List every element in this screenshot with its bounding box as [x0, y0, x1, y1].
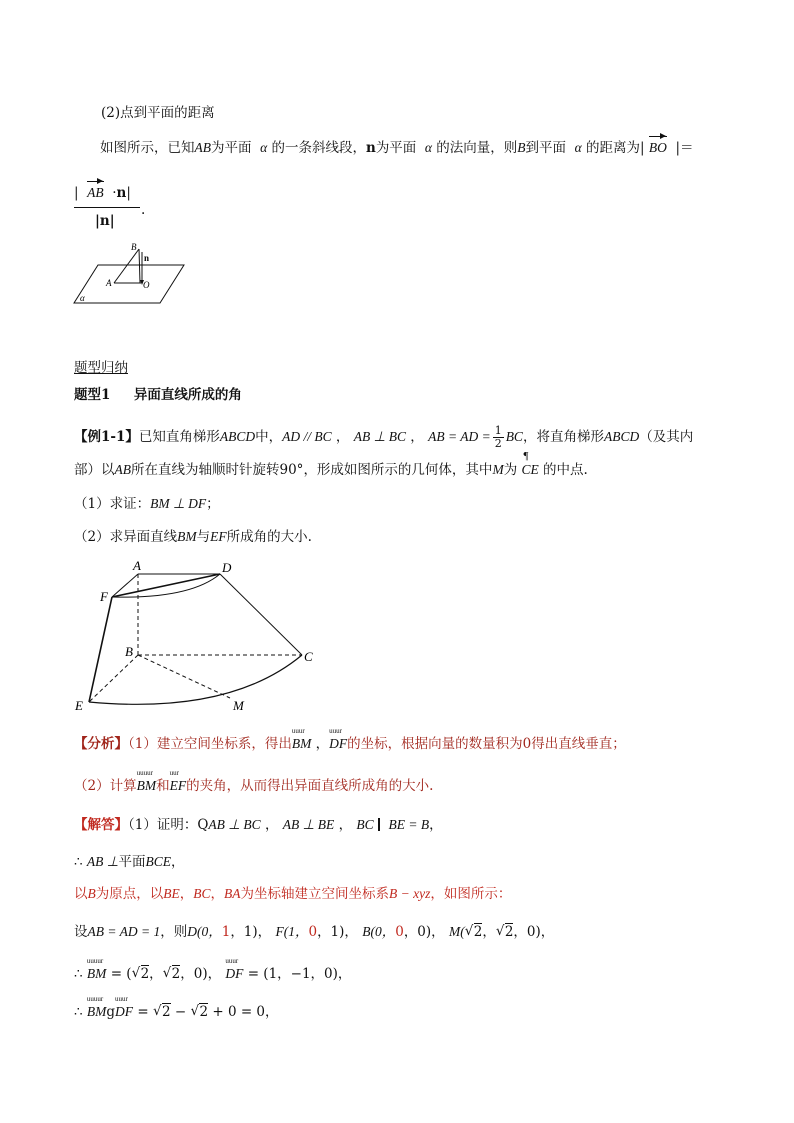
text: 如图所示，已知: [100, 140, 195, 156]
summary-title-text: 题型归纳: [74, 360, 128, 376]
numerator: 1: [494, 424, 502, 437]
math: BE = B: [388, 817, 430, 832]
label-B: B: [131, 242, 137, 252]
text: 为平面: [375, 140, 417, 156]
math: BM: [177, 529, 197, 544]
text: ，: [482, 924, 496, 940]
text: 已知直角梯形: [138, 429, 220, 445]
text: 的夹角，从而得出异面直线所成角的大小.: [186, 778, 434, 794]
text: ，则: [160, 924, 188, 940]
math: = (: [110, 966, 132, 982]
vector-DF: uuur DF: [329, 727, 348, 751]
vector-DF: uuur DF: [225, 957, 244, 981]
math: −: [174, 1004, 187, 1020]
math: ，0)，: [403, 924, 445, 940]
math: ABCD: [219, 429, 256, 444]
edge-FE: [89, 597, 112, 702]
text: 的中点.: [543, 462, 588, 478]
vector-BM: uuur BM: [291, 727, 312, 751]
solution-line-1: 【解答】（1）证明：QAB ⊥ BC ， AB ⊥ BE ， BC BE = B，: [74, 817, 443, 833]
text: （1）建立空间坐标系，得出: [128, 736, 292, 752]
vec-label: BM: [291, 736, 312, 751]
label-A: A: [133, 558, 141, 573]
math: AB ⊥ BC: [208, 817, 261, 832]
sqrt: [496, 923, 514, 941]
text: ，形成如图所示的几何体，其中: [303, 462, 493, 478]
edge-BM-hidden: [138, 655, 230, 698]
example-line-1: 【例1-1】已知直角梯形ABCD中，AD // BC ， AB ⊥ BC ， AB = AD = $\frac{1}{2}$ BC，将直角梯形ABCD（及其内: [74, 424, 694, 450]
label-alpha: α: [80, 293, 85, 303]
sqrt: [163, 965, 181, 983]
label-A: A: [106, 278, 112, 288]
math: B: [87, 886, 96, 901]
vector-BO: BO: [648, 140, 667, 155]
solution-line-6: [74, 995, 279, 1021]
period: .: [141, 202, 146, 218]
radicand: 2: [171, 966, 181, 982]
math: BE: [163, 886, 180, 901]
example-line-2: [74, 450, 588, 479]
type-label: 题型1: [74, 387, 111, 403]
analysis-line-1: [74, 727, 626, 753]
plane-alpha: [74, 265, 184, 303]
dot: ·: [112, 185, 117, 201]
question-2: [74, 528, 312, 546]
text: |＝: [675, 140, 694, 156]
section-heading: [101, 104, 215, 122]
solution-line-4: [74, 923, 554, 941]
math: B(0，: [362, 924, 396, 939]
text: ，: [179, 886, 194, 902]
math: BCE: [145, 854, 172, 869]
text: 的法向量，则: [436, 140, 518, 156]
text: 为: [503, 462, 518, 478]
text: ∴: [74, 854, 83, 870]
sqrt: [190, 1003, 208, 1021]
abs-bar: |: [74, 185, 79, 201]
text: 中，: [255, 429, 283, 445]
text: （2）计算: [74, 778, 137, 794]
vec-label: BM: [86, 966, 107, 981]
vec-label: BM: [136, 778, 157, 793]
distance-formula-numerator: [74, 184, 131, 202]
radicand: 2: [504, 924, 514, 940]
analysis-line-2: [74, 769, 434, 795]
norm-n: |n|: [95, 213, 115, 229]
text: 平面: [118, 854, 146, 870]
text: ，: [149, 966, 163, 982]
distance-formula-denominator: [95, 212, 115, 230]
vec-label: DF: [329, 736, 348, 751]
plane-figure: [70, 240, 190, 306]
text: 的一条斜线段，: [271, 140, 366, 156]
math: BC: [356, 817, 374, 832]
text: 所成角的大小.: [226, 529, 312, 545]
text: （及其内: [639, 429, 694, 445]
math: BC: [193, 886, 211, 901]
math-n: n: [365, 140, 376, 156]
type-title: 异面直线所成的角: [133, 387, 242, 403]
solution-tag: 【解答】: [74, 817, 128, 833]
math: EF: [210, 529, 227, 544]
math: AD // BC: [282, 429, 332, 444]
vector-AB: AB: [87, 185, 104, 200]
math: ，1)，: [317, 924, 358, 940]
vec-label: DF: [115, 1004, 134, 1019]
label-M: M: [233, 698, 244, 713]
text: ，: [315, 736, 330, 752]
arc-EC: [89, 655, 302, 704]
text: ，: [429, 817, 443, 833]
edge-BE-hidden: [89, 655, 138, 702]
radicand: 2: [140, 966, 150, 982]
summary-title: [74, 359, 128, 377]
label-F: F: [100, 589, 108, 604]
segment-BO: [139, 249, 140, 283]
math: 1: [221, 924, 231, 940]
radicand: 2: [473, 924, 483, 940]
math: D(0，: [187, 924, 222, 939]
text: 设: [74, 924, 88, 940]
math: AB: [114, 462, 131, 477]
math: 90°: [279, 462, 304, 478]
text: 为坐标轴建立空间坐标系: [240, 886, 390, 902]
text: 到平面: [525, 140, 567, 156]
text: 为原点，以: [95, 886, 164, 902]
edge-DC: [220, 574, 302, 655]
math-B: B: [517, 140, 526, 155]
vector-DF: uuur DF: [115, 995, 134, 1019]
solution-line-3: [74, 885, 511, 903]
text: 部）以: [74, 462, 115, 478]
fraction-bar: [74, 207, 140, 208]
label-E: E: [75, 698, 83, 713]
sqrt: [465, 923, 483, 941]
label-D: D: [222, 560, 232, 575]
math: BC: [505, 429, 523, 444]
abs-bar: |: [126, 185, 131, 201]
fraction-half: [493, 425, 504, 450]
label-C: C: [304, 649, 313, 664]
text: （2）求异面直线: [74, 529, 178, 545]
label-n: n: [144, 253, 150, 263]
math: + 0 = 0，: [212, 1004, 279, 1020]
text: ；: [206, 496, 220, 512]
text: ，将直角梯形: [522, 429, 604, 445]
intersect-symbol: [378, 818, 380, 831]
math: AB ⊥ BC: [353, 429, 406, 444]
analysis-tag: 【分析】: [74, 736, 128, 752]
math: B − xyz: [389, 886, 431, 901]
vector-EF: uur EF: [169, 769, 187, 793]
text: 得出直线垂直；: [531, 736, 626, 752]
heading-text: (2)点到平面的距离: [101, 105, 215, 121]
text: 的坐标，根据向量的数量积为: [347, 736, 523, 752]
vec-label: BM: [86, 1004, 107, 1019]
math: ，0)，: [513, 924, 555, 940]
math: = (1，−1，0)，: [247, 966, 352, 982]
math: ABCD: [603, 429, 640, 444]
vector-BM: uuuur BM: [136, 769, 157, 793]
vector-BM: uuuur BM: [86, 995, 107, 1019]
arc-glyph: ¶: [523, 450, 529, 462]
text: 以: [74, 886, 88, 902]
text: ，如图所示：: [430, 886, 512, 902]
math: 0: [308, 924, 318, 940]
math: AB = AD =: [428, 429, 491, 444]
denominator: 2: [494, 437, 502, 450]
math: =: [137, 1004, 149, 1020]
text: 与: [196, 529, 211, 545]
radicand: 2: [199, 1004, 209, 1020]
math-alpha: α: [260, 140, 268, 155]
vec-label: DF: [225, 966, 244, 981]
math-n: n: [116, 185, 127, 201]
vec-label: EF: [169, 778, 187, 793]
text: 和: [156, 778, 170, 794]
radicand: 2: [161, 1004, 171, 1020]
text: 的距离为|: [586, 140, 645, 156]
example-tag: 【例1-1】: [74, 429, 139, 445]
math: BA: [224, 886, 241, 901]
dot-glyph: g: [106, 1004, 116, 1020]
solid-figure: [70, 555, 330, 720]
type1-heading: [74, 386, 242, 404]
text: ，: [171, 854, 185, 870]
label-O: O: [143, 280, 150, 290]
formula-period: [141, 201, 145, 219]
text: （1）求证：: [74, 496, 151, 512]
text: 0: [522, 736, 532, 752]
arc-label: CE: [521, 462, 539, 477]
math: ，0)，: [180, 966, 222, 982]
math-alpha: α: [574, 140, 582, 155]
arc-CE: [521, 450, 539, 479]
math: M: [492, 462, 504, 477]
text: （1）证明：Q: [128, 817, 209, 833]
vector-BM: uuuur BM: [86, 957, 107, 981]
text: 为平面: [211, 140, 252, 156]
solution-line-5: [74, 957, 352, 983]
edge-FD: [112, 574, 220, 597]
math: M(: [448, 924, 465, 939]
text: ∴: [74, 1004, 83, 1020]
segment-AB: [114, 249, 139, 283]
solution-line-2: [74, 853, 185, 871]
sqrt: [132, 965, 150, 983]
math: 0: [395, 924, 404, 940]
text: ∴: [74, 966, 83, 982]
math: AB ⊥: [86, 854, 119, 869]
math: AB ⊥ BE: [282, 817, 335, 832]
text: ，: [210, 886, 225, 902]
sqrt: [153, 1003, 171, 1021]
math: AB = AD = 1: [87, 924, 161, 939]
math: BM ⊥ DF: [150, 496, 207, 511]
math-alpha: α: [424, 140, 432, 155]
math: F(1，: [275, 924, 309, 939]
math-AB: AB: [194, 140, 211, 155]
text: 所在直线为轴顺时针旋转: [131, 462, 280, 478]
distance-paragraph: [100, 139, 694, 157]
question-1: [74, 495, 220, 513]
label-B: B: [125, 644, 133, 659]
math: ，1)，: [230, 924, 272, 940]
